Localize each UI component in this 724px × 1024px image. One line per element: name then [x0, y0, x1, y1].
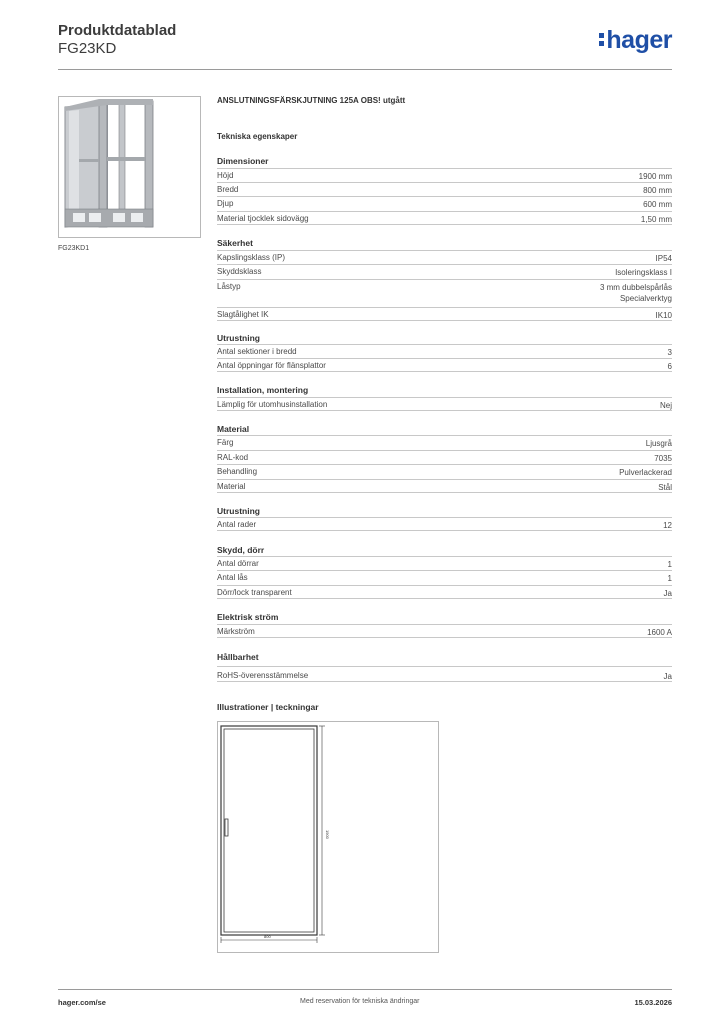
- spec-label: Märkström: [217, 627, 255, 636]
- spec-label: Material: [217, 482, 246, 491]
- spec-value: 1,50 mm: [640, 215, 672, 224]
- spec-label: Antal rader: [217, 520, 257, 529]
- dimension-width-label: 800: [264, 934, 271, 939]
- spec-value-multiline: [600, 282, 672, 304]
- section-title-utrustning-2: Utrustning: [217, 506, 260, 516]
- section-title-material: Material: [217, 424, 250, 434]
- spec-label: Dörr/lock transparent: [217, 588, 292, 597]
- spec-row-antal-rader: [217, 517, 672, 531]
- spec-value: 800 mm: [643, 186, 672, 195]
- spec-value: 1: [667, 560, 672, 569]
- spec-value: Ja: [663, 589, 672, 598]
- spec-value: 7035: [654, 454, 672, 463]
- dimension-height-label: 1900: [325, 830, 330, 839]
- footer-divider: [58, 989, 672, 990]
- logo-text: hager: [606, 26, 672, 54]
- spec-label: RAL-kod: [217, 453, 249, 462]
- illustrations-heading: Illustrationer | teckningar: [217, 702, 319, 712]
- spec-row-utomhus: [217, 397, 672, 411]
- product-image: [58, 96, 201, 238]
- spec-row-antal-dorrar: [217, 556, 672, 569]
- spec-label: Behandling: [217, 467, 258, 476]
- product-code: FG23KD: [58, 40, 117, 57]
- spec-row-dorr-transparent: [217, 585, 672, 599]
- spec-value: 3: [667, 348, 672, 357]
- spec-value: 3 mm dubbelspårlås: [599, 283, 672, 292]
- cabinet-frame-illustration: [59, 97, 200, 237]
- spec-value: Stål: [658, 483, 672, 492]
- spec-label: Höjd: [217, 171, 234, 180]
- section-title-utrustning: Utrustning: [217, 333, 260, 343]
- spec-value: IP54: [655, 254, 672, 263]
- section-title-skydd-dorr: Skydd, dörr: [217, 545, 265, 555]
- spec-value: Nej: [659, 401, 672, 410]
- spec-row-antal-sektioner: [217, 344, 672, 357]
- spec-label: Antal lås: [217, 573, 248, 582]
- spec-label: Antal sektioner i bredd: [217, 347, 297, 356]
- spec-label: Skyddsklass: [217, 267, 262, 276]
- footer-note: Med reservation för tekniska ändringar: [300, 998, 420, 1005]
- spec-label: Antal öppningar för flänsplattor: [217, 361, 326, 370]
- spec-row-rohs: [217, 666, 672, 682]
- image-caption: FG23KD1: [58, 245, 90, 252]
- spec-value: 6: [667, 362, 672, 371]
- spec-row-lastyp: [217, 279, 672, 307]
- footer-website: hager.com/se: [58, 998, 106, 1007]
- spec-row-markstrom: [217, 624, 672, 638]
- section-title-hallbarhet: Hållbarhet: [217, 652, 259, 662]
- spec-value: Isoleringsklass I: [615, 268, 672, 277]
- spec-row-ral-kod: [217, 450, 672, 463]
- spec-row-antal-las: [217, 570, 672, 583]
- spec-value: IK10: [655, 311, 672, 320]
- hager-logo: [599, 26, 672, 55]
- logo-dots-icon: [599, 31, 605, 47]
- spec-label: Låstyp: [217, 282, 241, 291]
- spec-row-farg: [217, 435, 672, 448]
- spec-row-skyddsklass: [217, 264, 672, 277]
- spec-row-behandling: [217, 464, 672, 477]
- spec-value: 1: [667, 574, 672, 583]
- section-title-elektrisk-strom: Elektrisk ström: [217, 612, 279, 622]
- page-title: Produktdatablad: [58, 22, 177, 39]
- technical-properties-heading: Tekniska egenskaper: [217, 132, 298, 141]
- spec-row-slagtalighet: [217, 307, 672, 321]
- spec-label: Färg: [217, 438, 234, 447]
- spec-label: Kapslingsklass (IP): [217, 253, 286, 262]
- spec-label: Djup: [217, 199, 234, 208]
- spec-value: Ljusgrå: [645, 439, 672, 448]
- product-description: ANSLUTNINGSFÄRSKJUTNING 125A OBS! utgått: [217, 96, 406, 105]
- spec-row-bredd: [217, 182, 672, 195]
- spec-value: Pulverlackerad: [619, 468, 672, 477]
- spec-value: Ja: [663, 672, 672, 681]
- spec-value: 1600 A: [647, 628, 672, 637]
- spec-label: Lämplig för utomhusinstallation: [217, 400, 328, 409]
- spec-value: 600 mm: [643, 200, 672, 209]
- spec-row-kapslingsklass: [217, 250, 672, 263]
- spec-value: Specialverktyg: [619, 294, 672, 303]
- cabinet-front-drawing: [218, 722, 438, 952]
- header-divider: [58, 69, 672, 70]
- spec-label: Antal dörrar: [217, 559, 259, 568]
- spec-row-material-tjocklek: [217, 211, 672, 225]
- section-title-installation: Installation, montering: [217, 385, 309, 395]
- spec-row-djup: [217, 196, 672, 209]
- spec-label: Slagtålighet IK: [217, 310, 269, 319]
- technical-drawing: [217, 721, 439, 953]
- spec-row-hojd: [217, 168, 672, 181]
- spec-row-antal-oppningar: [217, 358, 672, 372]
- spec-label: Material tjocklek sidovägg: [217, 214, 309, 223]
- section-title-sakerhet: Säkerhet: [217, 238, 253, 248]
- section-title-dimensioner: Dimensioner: [217, 156, 269, 166]
- spec-label: Bredd: [217, 185, 239, 194]
- spec-value: 12: [663, 521, 672, 530]
- spec-value: 1900 mm: [638, 172, 672, 181]
- page-header: [58, 22, 672, 70]
- footer-date: 15.03.2026: [634, 998, 672, 1007]
- spec-label: RoHS-överensstämmelse: [217, 671, 309, 680]
- spec-row-material: [217, 479, 672, 493]
